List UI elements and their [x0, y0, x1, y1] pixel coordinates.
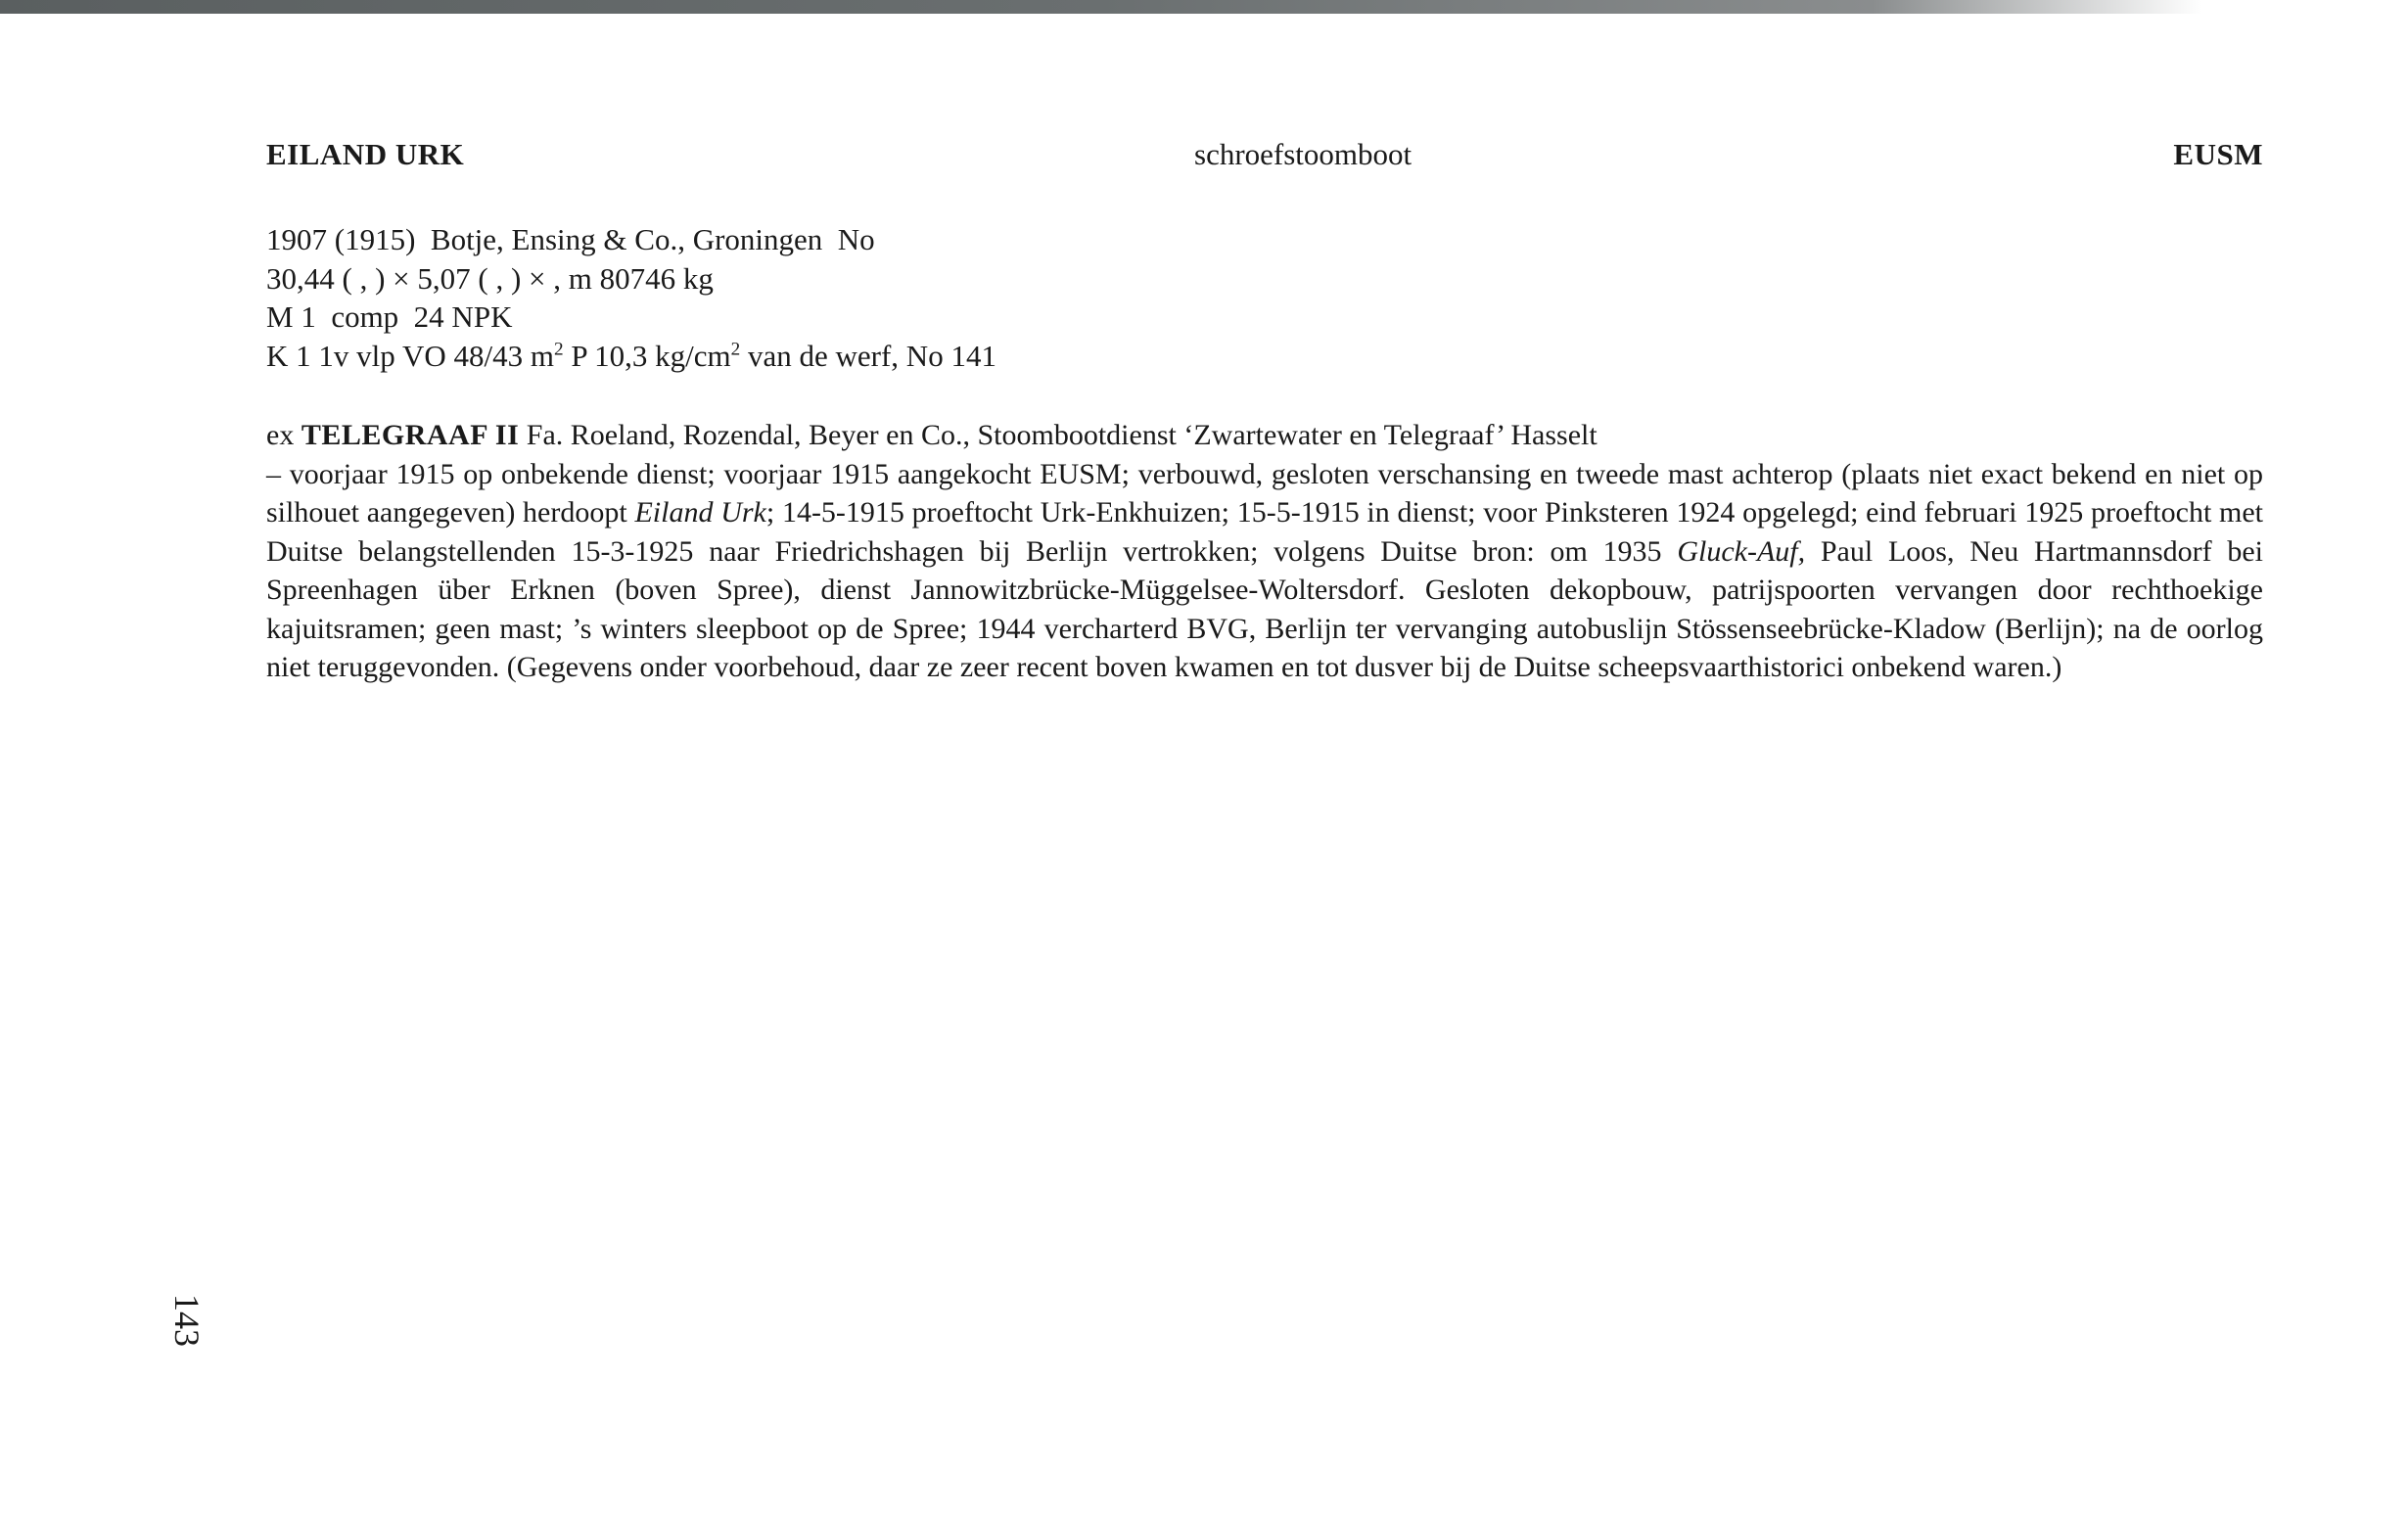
entry-header: [266, 137, 2263, 180]
ship-specifications: [266, 220, 996, 375]
ship-type: schroefstoomboot: [1194, 137, 1412, 171]
german-ship-name: Gluck-Auf,: [1677, 534, 1806, 568]
spec-engine-line: M 1 comp 24 NPK: [266, 299, 513, 334]
ship-name: EILAND URK: [266, 137, 465, 171]
ship-owner: EUSM: [2173, 137, 2263, 171]
spec-build-line: 1907 (1915) Botje, Ensing & Co., Groningen No: [266, 222, 875, 256]
renamed-ship-name: Eiland Urk: [634, 496, 766, 529]
ship-history: [266, 416, 2263, 687]
history-paragraph: – voorjaar 1915 op onbekende dienst; voorjaar 1915 aangekocht EUSM; verbouwd, gesloten verschansing en tweede mast achterop (plaats niet exact bekend en niet op silhouet aangegeven) herdoopt Eiland Urk; 14-5-1915 proeftocht Urk-Enkhuizen; 15-5-1915 in dienst; voor Pinksteren 1924 opgelegd; eind februari 1925 proeftocht met Duitse belangstellenden 15-3-1925 naar Friedrichshagen bij Berlijn vertrokken; volgens Duitse bron: om 1935 Gluck-Auf, Paul Loos, Neu Hartmannsdorf bei Spreenhagen über Erknen (boven Spree), dienst Jannowitzbrücke-Müggelsee-Woltersdorf. Gesloten dekopbouw, patrijspoorten vervangen door rechthoekige kajuitsramen; geen mast; ’s winters sleepboot op de Spree; 1944 vercharterd BVG, Berlijn ter vervanging autobuslijn Stössenseebrücke-Kladow (Berlijn); na de oorlog niet teruggevonden. (Gegevens onder voorbehoud, daar ze zeer recent boven kwamen en tot dusver bij de Duitse scheepsvaarthistorici onbekend waren.): [266, 457, 2264, 683]
spec-dimensions-line: 30,44 ( , ) × 5,07 ( , ) × , m 80746 kg: [266, 260, 714, 296]
former-name-line: ex TELEGRAAF II Fa. Roeland, Rozendal, Beyer en Co., Stoombootdienst ‘Zwartewater en Telegraaf’ Hasselt: [266, 419, 1598, 451]
page-number: 143: [167, 1294, 207, 1347]
spec-boiler-line: K 1 1v vlp VO 48/43 $m^2$ P 10,3 $kg/cm^2$ van de werf, No 141: [266, 338, 996, 373]
former-name: TELEGRAAF II: [301, 419, 520, 451]
scan-edge-bar: [0, 0, 2202, 14]
